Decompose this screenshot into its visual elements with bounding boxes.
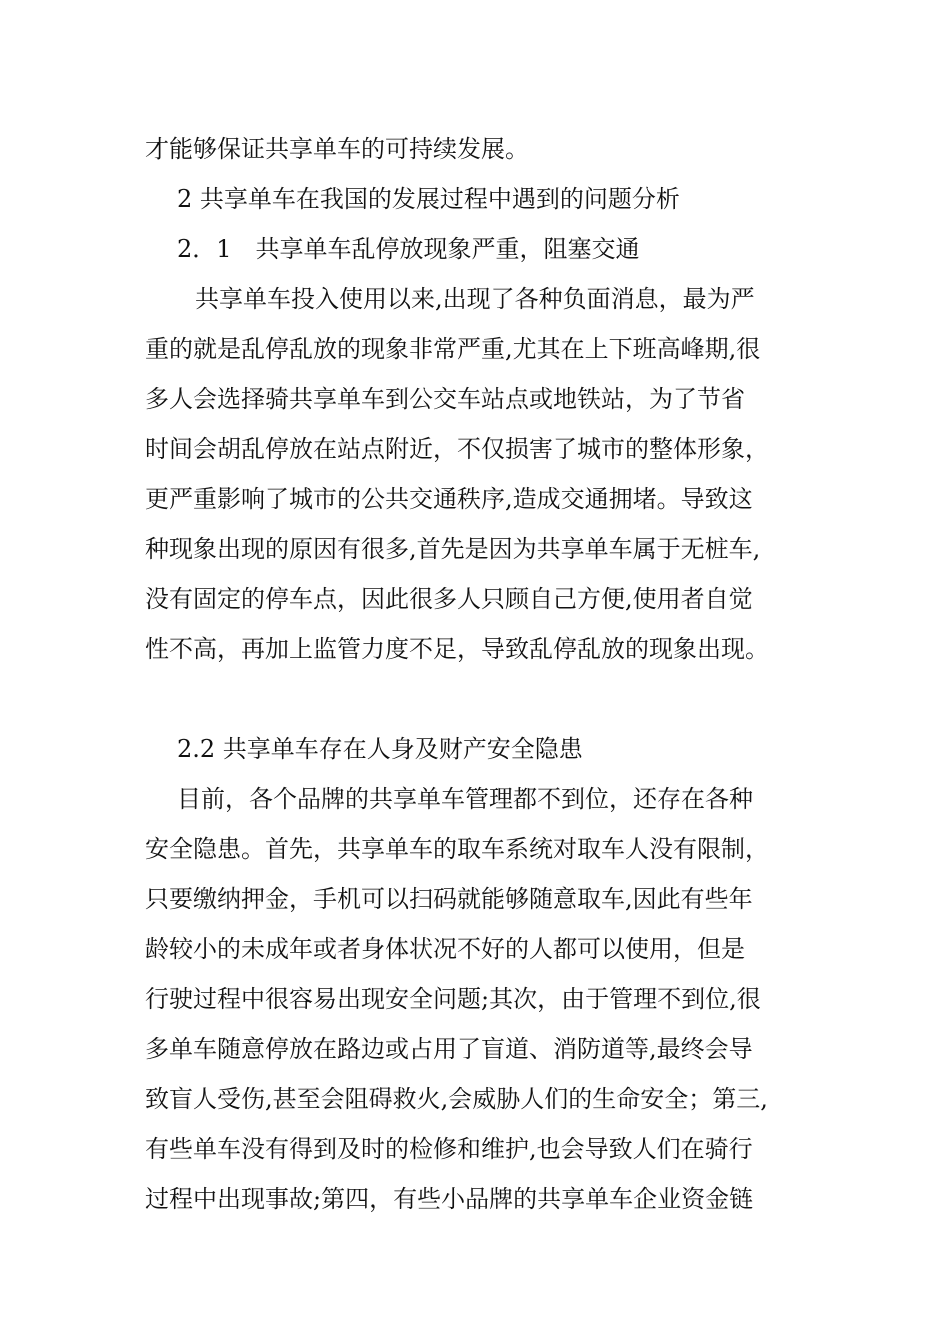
paragraph-line: 才能够保证共享单车的可持续发展。 (145, 135, 529, 163)
paragraph-line: 过程中出现事故;第四，有些小品牌的共享单车企业资金链 (145, 1185, 754, 1213)
paragraph-line: 多单车随意停放在路边或占用了盲道、消防道等,最终会导 (145, 1035, 753, 1063)
paragraph-line: 种现象出现的原因有很多,首先是因为共享单车属于无桩车, (145, 535, 761, 563)
subsection-heading-2-1: 2．1 共享单车乱停放现象严重，阻塞交通 (177, 235, 640, 263)
paragraph-line: 重的就是乱停乱放的现象非常严重,尤其在上下班高峰期,很 (145, 335, 761, 363)
paragraph-line: 共享单车投入使用以来,出现了各种负面消息，最为严 (195, 285, 755, 313)
paragraph-line: 只要缴纳押金，手机可以扫码就能够随意取车,因此有些年 (145, 885, 753, 913)
paragraph-line: 有些单车没有得到及时的检修和维护,也会导致人们在骑行 (145, 1135, 753, 1163)
paragraph-line: 龄较小的未成年或者身体状况不好的人都可以使用，但是 (145, 935, 745, 963)
subsection-heading-2-2: 2.2 共享单车存在人身及财产安全隐患 (177, 735, 583, 763)
paragraph-line: 性不高，再加上监管力度不足，导致乱停乱放的现象出现。 (145, 635, 769, 663)
paragraph-line: 安全隐患。首先，共享单车的取车系统对取车人没有限制， (145, 835, 769, 863)
section-heading-2: 2 共享单车在我国的发展过程中遇到的问题分析 (177, 185, 680, 213)
paragraph-line: 更严重影响了城市的公共交通秩序,造成交通拥堵。导致这 (145, 485, 753, 513)
paragraph-line: 多人会选择骑共享单车到公交车站点或地铁站，为了节省 (145, 385, 745, 413)
paragraph-line: 目前，各个品牌的共享单车管理都不到位，还存在各种 (177, 785, 753, 813)
paragraph-line: 致盲人受伤,甚至会阻碍救火,会威胁人们的生命安全；第三, (145, 1085, 768, 1113)
paragraph-line: 行驶过程中很容易出现安全问题;其次，由于管理不到位,很 (145, 985, 761, 1013)
paragraph-line: 时间会胡乱停放在站点附近，不仅损害了城市的整体形象， (145, 435, 769, 463)
paragraph-line: 没有固定的停车点，因此很多人只顾自己方便,使用者自觉 (145, 585, 753, 613)
